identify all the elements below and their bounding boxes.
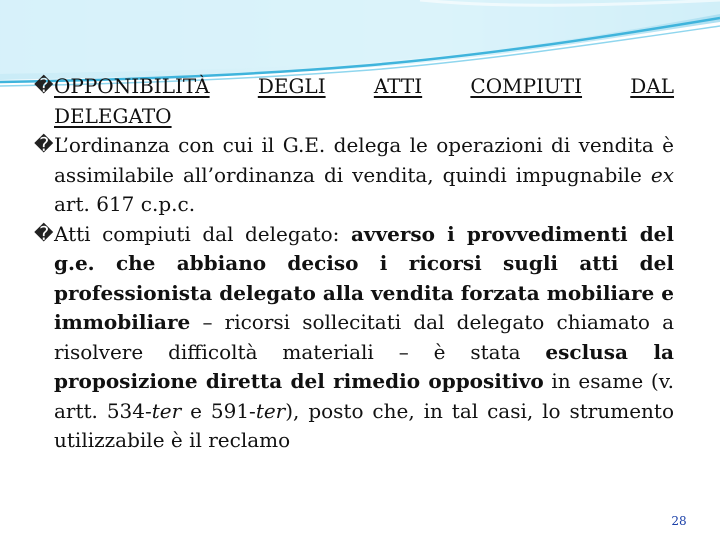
title-line-1 (54, 72, 674, 102)
para2-bold-2: esclusa la proposizione diretta del rimedio oppositivo (54, 339, 674, 393)
title-line-2: DELEGATO (54, 103, 172, 128)
title-word: ATTI (373, 74, 423, 98)
title-word: OPPONIBILITÀ (54, 74, 210, 98)
title-word: COMPIUTI (470, 74, 583, 98)
para1-italic: ex (650, 162, 674, 187)
title-word: DEGLI (257, 74, 326, 98)
bullet-paragraph-ordinanza (34, 131, 674, 220)
slide-content (34, 72, 674, 456)
para2-italic-1: ter (151, 398, 182, 423)
para2-e: in esame (v. artt. 534- (54, 369, 674, 423)
page-number: 28 (671, 514, 687, 528)
bullet-icon: � (34, 134, 54, 156)
title-word: DAL (630, 74, 675, 98)
bullet-icon: � (34, 222, 54, 245)
slide-title (34, 72, 674, 131)
para2-g: e 591- (181, 398, 256, 423)
para2-c: – ricorsi sollecitati dal delegato chiamato a risolvere difficoltà materiali – è stata (54, 310, 674, 364)
para2-bold-1: avverso i provvedimenti del g.e. che abbiano deciso i ricorsi sugli atti del professionista delegato alla vendita forzata mobiliare e immobiliare (54, 221, 675, 334)
bullet-icon: � (34, 75, 54, 97)
para2-italic-2: ter (255, 398, 286, 423)
para2-i: ), posto che, in tal casi, lo strumento utilizzabile è il reclamo (54, 398, 674, 452)
bullet-paragraph-atti-delegato (34, 220, 674, 456)
para1-text: L’ordinanza con cui il G.E. delega le operazioni di vendita è assimilabile all’ordinanza di vendita, quindi impugnabile (54, 133, 674, 187)
para1-end: art. 617 c.p.c. (54, 192, 196, 216)
para2-a: Atti compiuti dal delegato: (54, 221, 351, 246)
